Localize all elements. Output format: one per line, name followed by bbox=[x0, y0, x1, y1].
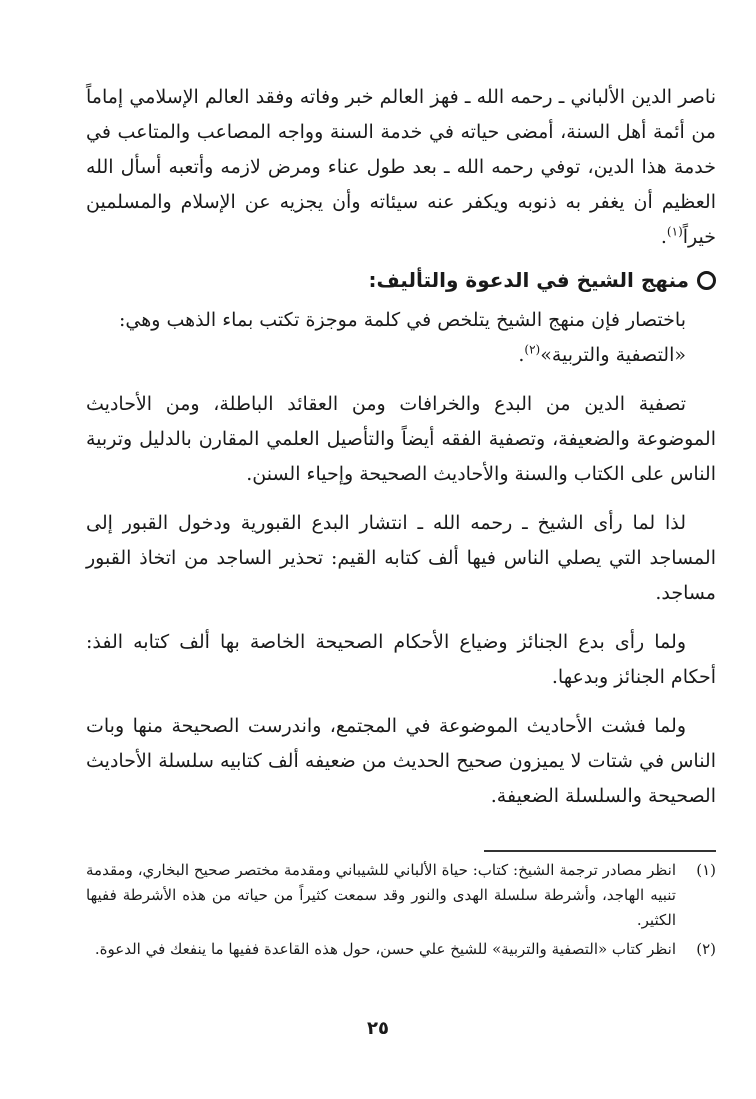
section-heading-text: منهج الشيخ في الدعوة والتأليف: bbox=[368, 268, 689, 292]
footnote-ref-2[interactable]: (٢) bbox=[524, 342, 541, 357]
footnote-2 bbox=[86, 937, 716, 962]
footnote-2-number: (٢) bbox=[696, 940, 716, 958]
page-number: ٢٥ bbox=[367, 1018, 389, 1039]
circle-bullet-icon bbox=[697, 271, 716, 290]
paragraph-4: تصفية الدين من البدع والخرافات ومن العقائد الباطلة، ومن الأحاديث الموضوعة والضعيفة، وتصفية الفقه أيضاً والتأصيل العلمي المقارن بالدليل وتربية الناس على الكتاب والسنة والأحاديث الصحيحة وإحياء السنن. bbox=[86, 393, 716, 485]
section-heading bbox=[86, 263, 716, 297]
footnote-2-text: انظر كتاب «التصفية والتربية» للشيخ علي حسن، حول هذه القاعدة ففيها ما ينفعك في الدعوة. bbox=[94, 940, 676, 958]
footnote-1-number: (١) bbox=[696, 861, 716, 879]
paragraph-1 bbox=[86, 80, 716, 255]
paragraph-1-end: . bbox=[660, 226, 667, 248]
paragraph-6: ولما رأى بدع الجنائز وضياع الأحكام الصحيحة الخاصة بها ألف كتابه الفذ: أحكام الجنائز وبدعها. bbox=[86, 631, 716, 688]
paragraph-3-end: . bbox=[518, 344, 525, 366]
quoted-phrase: «التصفية والتربية» bbox=[540, 344, 686, 366]
footnotes bbox=[86, 858, 716, 966]
page-body bbox=[86, 80, 716, 814]
paragraph-2: باختصار فإن منهج الشيخ يتلخص في كلمة موجزة تكتب بماء الذهب وهي: bbox=[119, 309, 686, 331]
paragraph-5: لذا لما رأى الشيخ ـ رحمه الله ـ انتشار البدع القبورية ودخول القبور إلى المساجد التي يصلي الناس فيها ألف كتابه القيم: تحذير الساجد من اتخاذ القبور مساجد. bbox=[86, 512, 716, 604]
paragraph-3 bbox=[86, 338, 716, 373]
footnote-1 bbox=[86, 858, 716, 933]
footnote-ref-1[interactable]: (١) bbox=[666, 224, 683, 239]
paragraph-1-text: ناصر الدين الألباني ـ رحمه الله ـ فهز العالم خبر وفاته وفقد العالم الإسلامي إماماً من أئمة أهل السنة، أمضى حياته في خدمة السنة وواجه المصاعب والمتاعب في خدمة هذا الدين، توفي رحمه الله ـ بعد طول عناء ومرض لازمه وأتعبه أسأل الله العظيم أن يغفر به ذنوبه ويكفر عنه سيئاته وأن يجزيه عن الإسلام والمسلمين خيراً bbox=[86, 86, 716, 248]
footnote-divider bbox=[484, 850, 716, 852]
paragraph-7: ولما فشت الأحاديث الموضوعة في المجتمع، واندرست الصحيحة منها وبات الناس في شتات لا يميزون صحيح الحديث من ضعيفه ألف كتابيه سلسلة الأحاديث الصحيحة والسلسلة الضعيفة. bbox=[86, 715, 716, 807]
footnote-1-text: انظر مصادر ترجمة الشيخ: كتاب: حياة الألباني للشيباني ومقدمة مختصر صحيح البخاري، ومقدمة تنبيه الهاجد، وأشرطة سلسلة الهدى والنور وقد سمعت كثيراً من حياته من هذه الأشرطة ففيها الكثير. bbox=[86, 861, 676, 929]
